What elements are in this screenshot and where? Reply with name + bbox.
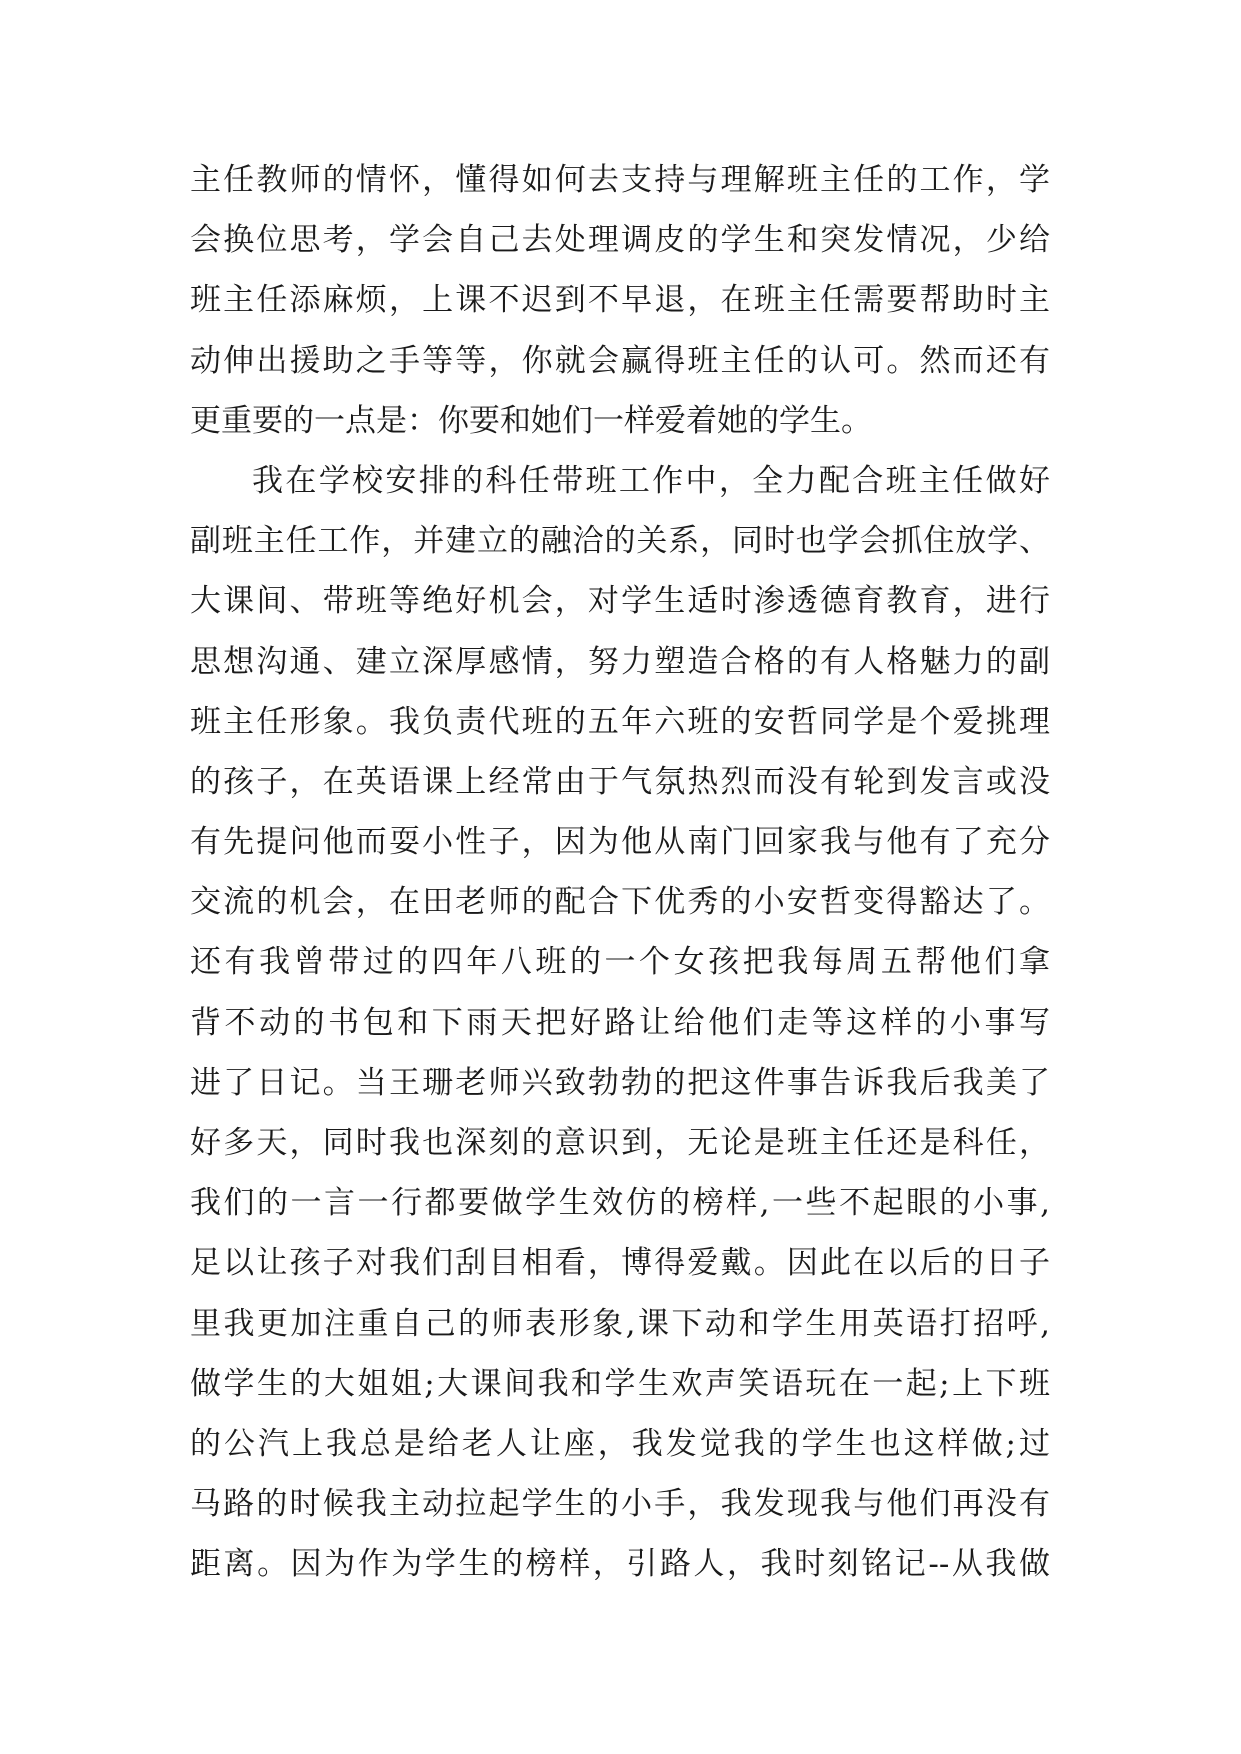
text-line: 有先提问他而耍小性子，因为他从南门回家我与他有了充分 — [190, 824, 1050, 861]
text-line: 的公汽上我总是给老人让座，我发觉我的学生也这样做;过 — [190, 1425, 1050, 1462]
text-line: 更重要的一点是：你要和她们一样爱着她的学生。 — [190, 402, 872, 439]
text-line: 交流的机会，在田老师的配合下优秀的小安哲变得豁达了。 — [190, 884, 1050, 921]
text-line: 里我更加注重自己的师表形象,课下动和学生用英语打招呼, — [190, 1305, 1050, 1342]
text-line: 思想沟通、建立深厚感情，努力塑造合格的有人格魅力的副 — [190, 643, 1050, 680]
text-line: 动伸出援助之手等等，你就会赢得班主任的认可。然而还有 — [190, 342, 1050, 379]
body-text — [190, 150, 1050, 1595]
text-line: 大课间、带班等绝好机会，对学生适时渗透德育教育，进行 — [190, 583, 1050, 620]
text-line: 会换位思考，学会自己去处理调皮的学生和突发情况，少给 — [190, 222, 1050, 259]
text-line: 背不动的书包和下雨天把好路让给他们走等这样的小事写 — [190, 1004, 1050, 1041]
paragraph-first-line: 我在学校安排的科任带班工作中，全力配合班主任做好 — [252, 462, 1050, 499]
text-line: 班主任形象。我负责代班的五年六班的安哲同学是个爱挑理 — [190, 703, 1050, 740]
text-line: 进了日记。当王珊老师兴致勃勃的把这件事告诉我后我美了 — [190, 1064, 1050, 1101]
text-line: 好多天，同时我也深刻的意识到，无论是班主任还是科任， — [190, 1125, 1050, 1161]
text-line: 马路的时候我主动拉起学生的小手，我发现我与他们再没有 — [190, 1486, 1050, 1523]
text-line: 足以让孩子对我们刮目相看，博得爱戴。因此在以后的日子 — [190, 1245, 1050, 1282]
text-line: 副班主任工作，并建立的融洽的关系，同时也学会抓住放学、 — [190, 523, 1050, 560]
text-line: 班主任添麻烦，上课不迟到不早退，在班主任需要帮助时主 — [190, 282, 1050, 319]
text-line: 的孩子，在英语课上经常由于气氛热烈而没有轮到发言或没 — [190, 763, 1050, 800]
text-line: 主任教师的情怀，懂得如何去支持与理解班主任的工作，学 — [190, 162, 1050, 198]
text-line: 还有我曾带过的四年八班的一个女孩把我每周五帮他们拿 — [190, 944, 1050, 981]
text-line: 做学生的大姐姐;大课间我和学生欢声笑语玩在一起;上下班 — [190, 1365, 1050, 1402]
text-line: 距离。因为作为学生的榜样，引路人，我时刻铭记--从我做 — [190, 1546, 1050, 1583]
text-line: 我们的一言一行都要做学生效仿的榜样,一些不起眼的小事, — [190, 1185, 1050, 1222]
